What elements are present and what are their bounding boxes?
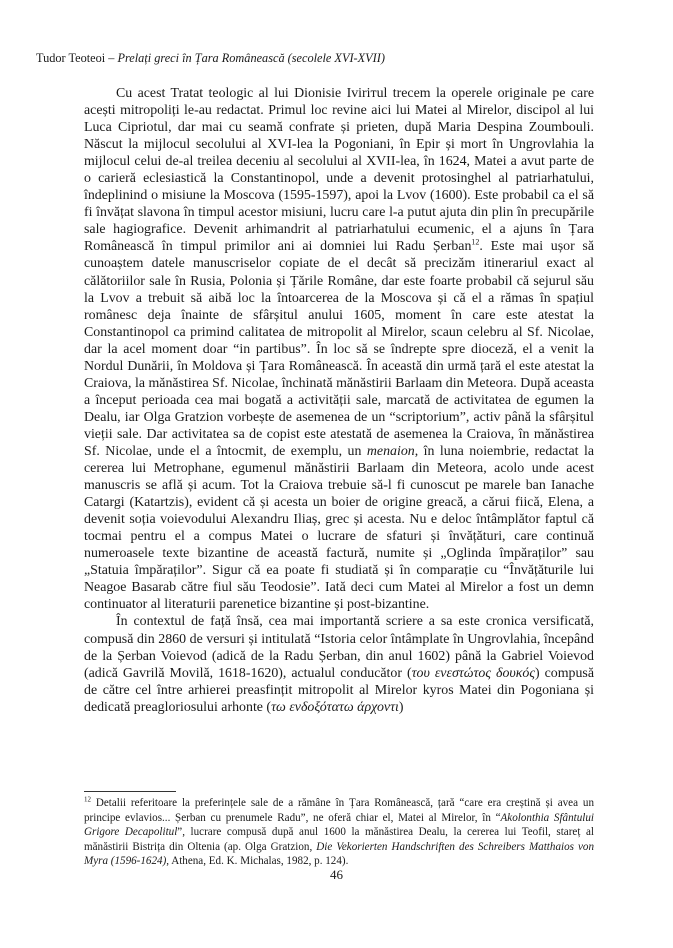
running-header <box>36 50 636 66</box>
paragraph-1-text: Cu acest Tratat teologic al lui Dionisie Ivirітul trecem la operele originale pe care acești mitropoliți le-au redactat. Primul loc revine aici lui Matei al Mirelor, discipol al lui Luca Cipriotul, dar mai cu seamă confrate și prieten, după Maria Despina Zoumbouli. Născut la mijlocul secolului al XVI-lea la Pogoniani, în Epir și mort în Ungrovlahia la mijlocul celui de-al treilea deceniu al secolului al XVII-lea, în 1624, Matei a avut parte de o carieră eclesiastică la Constantinopol, unde a devenit protosinghel al patriarhatului, îndeplinind o misiune la Moscova (1595-1597), apoi la Lvov (1600). Este probabil ca el să fi învățat slavona în timpul acestor misiuni, lucru care l-a putut ajuta din plin în precupările sale hagiografice. Devenit arhimandrit al patriarhatului ecumenic, el a ajuns în Țara Românească în timpul primilor ani ai domniei lui Radu Șerban <box>84 86 594 255</box>
footnote-text-end: , Athena, Ed. K. Michalas, 1982, p. 124). <box>166 855 349 867</box>
paragraph-1-text-cont: . Este mai ușor să cunoaștem datele manuscriselor copiate de el decât să precizăm itinerariul exact al călătoriilor sale în Rusia, Polonia și Țările Române, dar este foarte probabil că sejurul său la Lvov a trebuit să aibă loc la întoarcerea de la Moscova și că el a rămas în spațiul românesc deja înainte de sfârșitul anului 1605, moment în care este atestat la Constantinopol ca primind calitatea de mitropolit al Mirelor, scaun celebru al Sf. Nicolae, dar la acel moment doar “in partibus”. În loc să se îndrepte spre dioceză, el a venit la Nordul Dunării, în Moldova și Țara Românească. În această din urmă țară el este atestat la Craiova, la mănăstirea Sf. Nicolae, închinată mănăstirii Barlaam din Meteora. După aceasta a început perioada cea mai bogată a activității sale, marcată de activitatea de egumen la Dealu, iar Olga Gratzion vorbește de asemenea de un “scriptorium”, activ până la sfârșitul vieții sale. Dar activitatea sa de copist este atestată de asemenea la Craiova, în mănăstirea Sf. Nicolae, unde el a întocmit, de exemplu, un <box>84 239 594 459</box>
footnote-12 <box>84 796 594 869</box>
footnote-number: 12 <box>84 795 91 804</box>
menaion-term: menaion <box>366 443 415 459</box>
header-title: Prelați greci în Țara Românească (secolele XVI-XVII) <box>117 51 385 65</box>
footnote-text: Detalii referitoare la preferințele sale de a rămâne în Țara Românească, țară “care era creștină și avea un principe evlavios... Șerban cu prenumele Radu”, ne oferă chiar el, Matei al Mirelor, în “ <box>84 797 594 824</box>
footnote-ref-12[interactable]: 12 <box>471 237 480 247</box>
main-text <box>84 85 594 716</box>
footnote-italic-title-1: Akolonthia Sfântului Grigore Decapolitul <box>84 811 594 838</box>
greek-phrase-1: του ενεστώτος δουκός <box>411 665 536 681</box>
page-number: 46 <box>330 867 343 882</box>
footnote-text-cont: ”, lucrare compusă după anul 1600 la mănăstirea Dealu, la cererea lui Teofil, stareț al mănăstirii Bistrița din Oltenia (ap. Olga Gratzion, <box>84 826 594 853</box>
greek-phrase-2: τω ενδοξότατω άρχοντι <box>271 699 399 715</box>
paragraph-2-text-end: ) <box>398 699 404 715</box>
footnote-separator <box>84 791 176 792</box>
footnote-italic-title-2: Die Vekorierten Handschriften des Schreibers Matthaios von Myra (1596-1624) <box>84 840 594 867</box>
paragraph-2-text-cont: ) compusă de către cel între arhierei preasfințit mitropolit al Mirelor kyros Matei din Pogoniana și dedicată preagloriosului arhonte ( <box>84 665 594 715</box>
paragraph-2-text: În contextul de față însă, cea mai importantă scriere a sa este cronica versificată, compusă din 2860 de versuri și intitulată “Istoria celor întâmplate în Ungrovlahia, începând de la Șerban Voievod (adică de la Radu Șerban, din anul 1602) până la Gabriel Voievod (adică Gavrilă Movilă, 1618-1620), actualul conducător ( <box>84 614 594 681</box>
paragraph-2 <box>84 613 594 715</box>
paragraph-1 <box>84 85 594 613</box>
header-author: Tudor Teoteoi – <box>36 51 118 65</box>
paragraph-1-text-end: , în luna noiembrie, redactat la cererea lui Metrophane, egumenul mănăstirii Barlaam din Meteora, acolo unde acest manuscris se află și acum. Tot la Craiova trebuie să-l fi cunoscut pe marele ban Ianache Catargi (Katartzis), evident că și acesta un boier de origine greacă, a cărui fiică, Elena, a devenit soția voievodului Alexandru Iliaș, grec și acesta. Nu e deloc întâmplător faptul că tocmai pentru el a compus Matei o lucrare de sfaturi și învățături, care continuă numeroasele texte bizantine de această factură, numite și „Oglinda împăraților” sau „Statuia împăraților”. Sigur că ea poate fi studiată și în comparație cu “Învățăturile lui Neagoe Basarab către fiul său Teodosie”. Iată deci cum Matei al Mirelor a fost un demn continuator al literaturii parenetice bizantine și post-bizantine. <box>84 443 594 613</box>
